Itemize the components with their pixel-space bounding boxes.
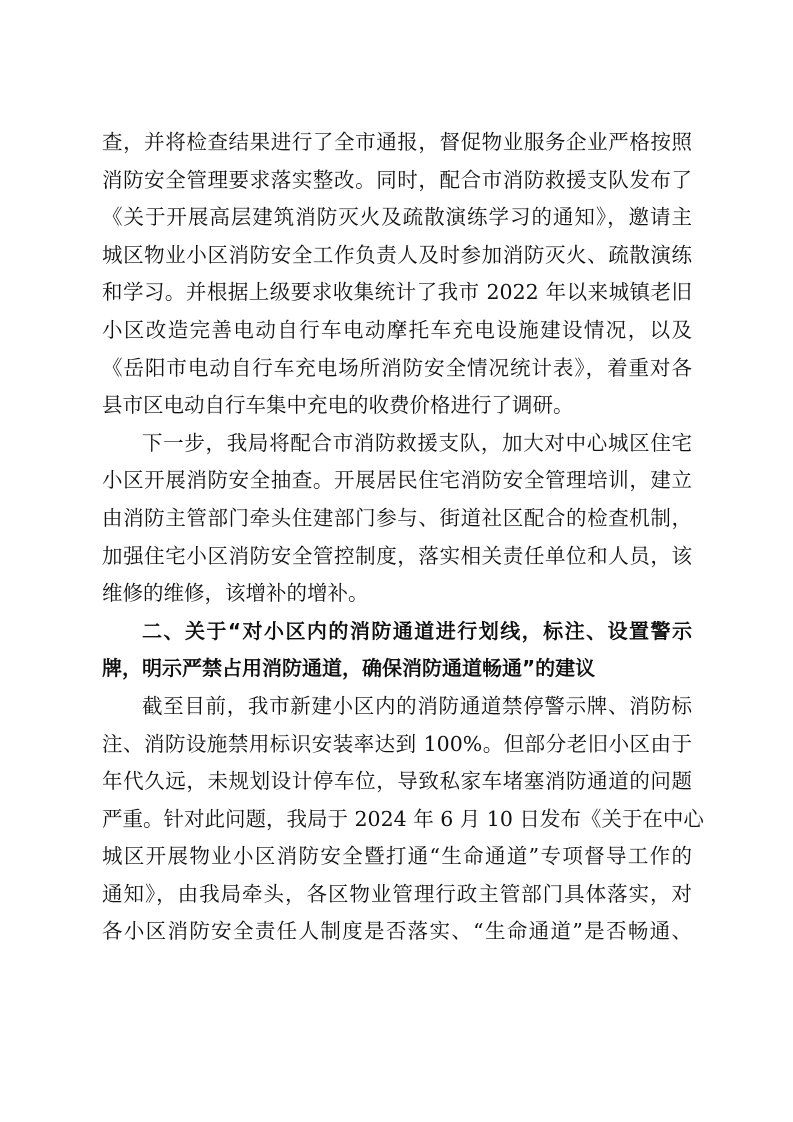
text-line: 县市区电动自行车集中充电的收费价格进行了调研。 — [102, 393, 574, 418]
section-heading-fire-lanes — [102, 613, 692, 688]
text-line: 城区物业小区消防安全工作负责人及时参加消防灭火、疏散演练 — [102, 242, 692, 267]
text-line: 维修的维修，该增补的增补。 — [102, 581, 369, 606]
text-line: 小区改造完善电动自行车电动摩托车充电设施建设情况，以及 — [102, 317, 692, 342]
text-line: 下一步，我局将配合市消防救援支队，加大对中心城区住宅 — [142, 430, 692, 455]
text-line: 由消防主管部门牵头住建部门参与、街道社区配合的检查机制， — [102, 505, 692, 530]
heading-line: 二、关于“对小区内的消防通道进行划线，标注、设置警示 — [142, 618, 692, 643]
text-line: 《岳阳市电动自行车充电场所消防安全情况统计表》，着重对各 — [102, 355, 692, 380]
paragraph-next-steps — [102, 425, 692, 613]
paragraph-inspection-notice — [102, 124, 692, 425]
text-line: 年代久远，未规划设计停车位，导致私家车堵塞消防通道的问题 — [102, 769, 692, 794]
heading-line: 牌，明示严禁占用消防通道，确保消防通道畅通”的建议 — [102, 656, 596, 681]
text-line: 注、消防设施禁用标识安装率达到 100%。但部分老旧小区由于 — [102, 731, 692, 756]
document-body — [102, 124, 704, 951]
text-line: 加强住宅小区消防安全管控制度，落实相关责任单位和人员，该 — [102, 543, 692, 568]
paragraph-fire-lane-status — [102, 688, 704, 951]
text-line: 小区开展消防安全抽查。开展居民住宅消防安全管理培训，建立 — [102, 468, 692, 493]
text-line: 和学习。并根据上级要求收集统计了我市 2022 年以来城镇老旧 — [102, 280, 692, 305]
text-line: 查，并将检查结果进行了全市通报，督促物业服务企业严格按照 — [102, 130, 692, 154]
text-line: 截至目前，我市新建小区内的消防通道禁停警示牌、消防标 — [142, 693, 692, 718]
text-line: 《关于开展高层建筑消防灭火及疏散演练学习的通知》，邀请主 — [102, 205, 692, 230]
text-line: 严重。针对此问题，我局于 2024 年 6 月 10 日发布《关于在中心 — [102, 806, 704, 831]
text-line: 城区开展物业小区消防安全暨打通“生命通道”专项督导工作的 — [102, 844, 692, 869]
text-line: 通知》，由我局牵头，各区物业管理行政主管部门具体落实，对 — [102, 881, 692, 906]
text-line: 消防安全管理要求落实整改。同时，配合市消防救援支队发布了 — [102, 167, 692, 192]
text-line: 各小区消防安全责任人制度是否落实、“生命通道”是否畅通、 — [102, 919, 692, 944]
